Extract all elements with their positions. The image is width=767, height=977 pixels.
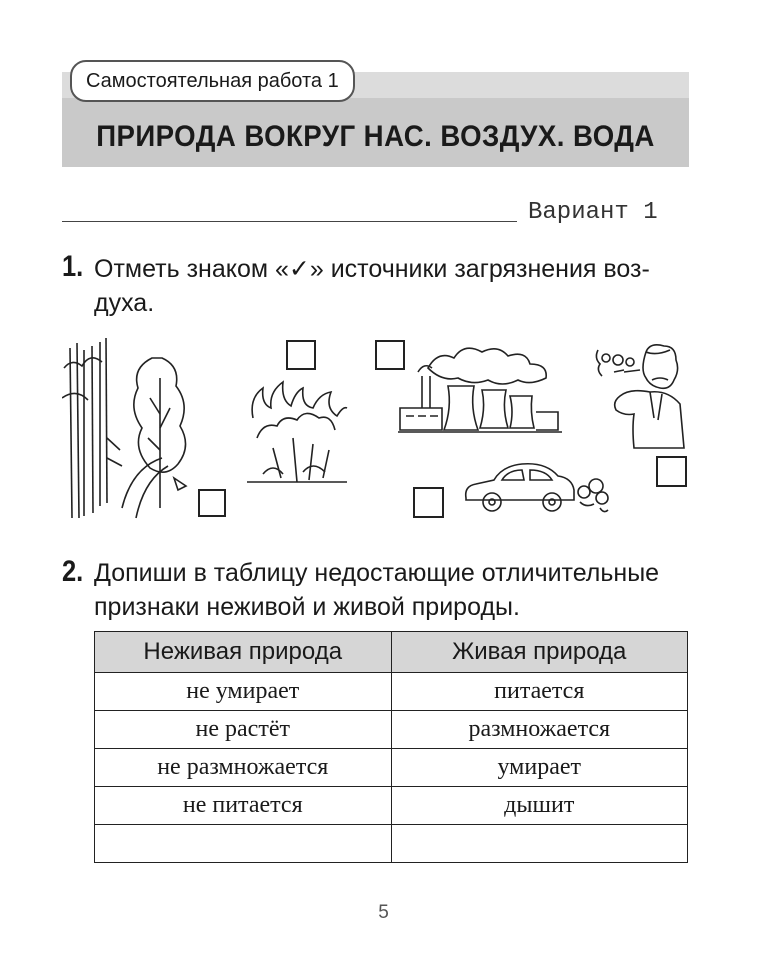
nature-features-table [94,631,688,863]
table-row [95,749,688,787]
forest-illustration [62,338,194,522]
smoking-man-illustration [590,340,686,450]
table-cell-empty[interactable] [95,825,392,863]
checkbox-car[interactable] [413,487,444,518]
fire-illustration [243,378,351,488]
task1-number: 1. [62,250,84,283]
column-header-living: Живая природа [391,632,688,673]
table-cell: питается [391,673,688,711]
task1-text-line1: Отметь знаком «✓» источники загрязнения воз- [94,255,650,283]
task2-number: 2. [62,555,84,588]
car-illustration [462,458,612,520]
checkbox-smoking-man[interactable] [656,456,687,487]
work-label-tab: Самостоятельная работа 1 [70,60,355,102]
table-cell: не размножается [95,749,392,787]
table-cell: не питается [95,787,392,825]
table-cell: не растёт [95,711,392,749]
page-number: 5 [378,902,389,923]
table-header-row [95,632,688,673]
variant-divider [62,221,517,222]
variant-label: Вариант 1 [528,199,658,226]
task1-text-line2: духа. [94,289,155,317]
table-cell: не умирает [95,673,392,711]
table-cell-empty[interactable] [391,825,688,863]
table-row [95,711,688,749]
table-row [95,673,688,711]
table-cell: дышит [391,787,688,825]
table-row-empty [95,825,688,863]
table-cell: размножается [391,711,688,749]
task2-text-line2: признаки неживой и живой природы. [94,593,520,621]
factory-illustration [398,342,562,434]
table-cell: умирает [391,749,688,787]
table-row [95,787,688,825]
checkbox-forest[interactable] [198,489,226,517]
page-title: ПРИРОДА ВОКРУГ НАС. ВОЗДУХ. ВОДА [96,120,655,153]
checkbox-fire[interactable] [286,340,316,370]
task2-text-line1: Допиши в таблицу недостающие отличительные [94,559,660,587]
column-header-nonliving: Неживая природа [95,632,392,673]
